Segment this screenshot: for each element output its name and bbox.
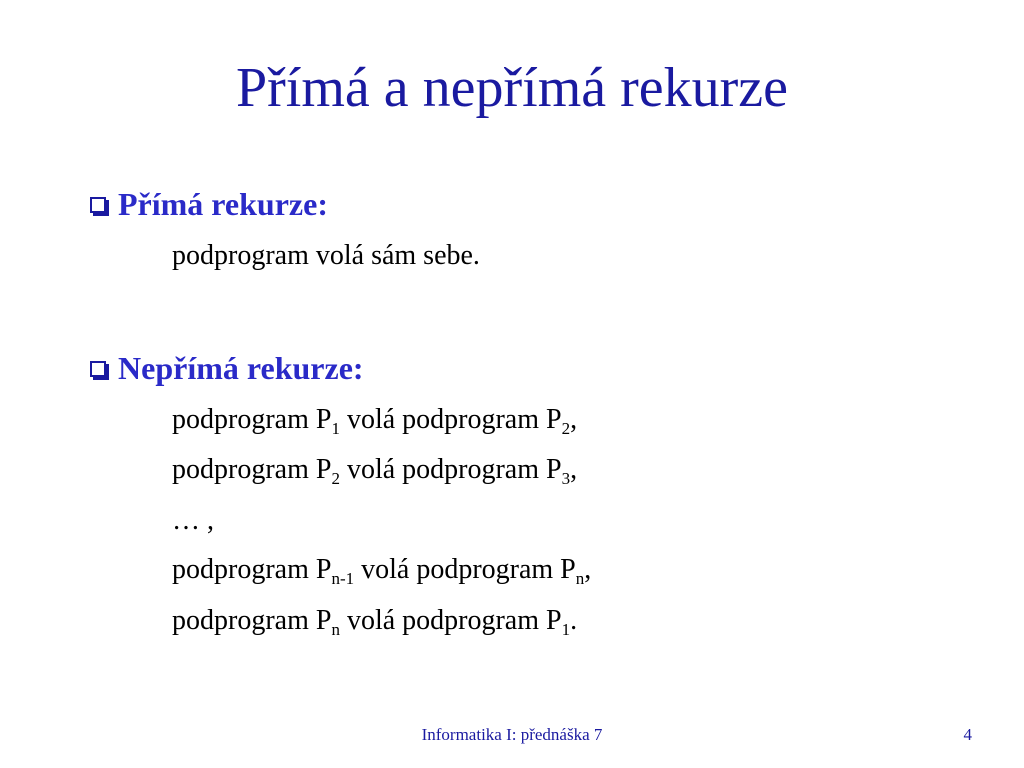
body-line: podprogram $P_2$ volá podprogram $P_3$, (172, 454, 578, 488)
bullet-direct-recursion (90, 184, 328, 224)
checkbox-bullet-icon (90, 361, 106, 377)
bullet-heading: Přímá rekurze: (118, 186, 328, 222)
body-line: podprogram $P_{n-1}$ volá podprogram $P_n$, (172, 554, 592, 588)
footer-course: Informatika I: přednáška 7 (421, 725, 603, 744)
page-number: 4 (963, 725, 972, 744)
body-line: podprogram volá sám sebe. (172, 240, 480, 271)
body-line: podprogram $P_1$ volá podprogram $P_2$, (172, 404, 578, 438)
slide-title: Přímá a nepřímá rekurze (236, 57, 788, 119)
body-line: podprogram $P_n$ volá podprogram $P_1$. (172, 605, 578, 639)
body-line: … , (172, 505, 214, 536)
bullet-indirect-recursion (90, 348, 364, 388)
checkbox-bullet-icon (90, 197, 106, 213)
bullet-heading: Nepřímá rekurze: (118, 350, 364, 386)
